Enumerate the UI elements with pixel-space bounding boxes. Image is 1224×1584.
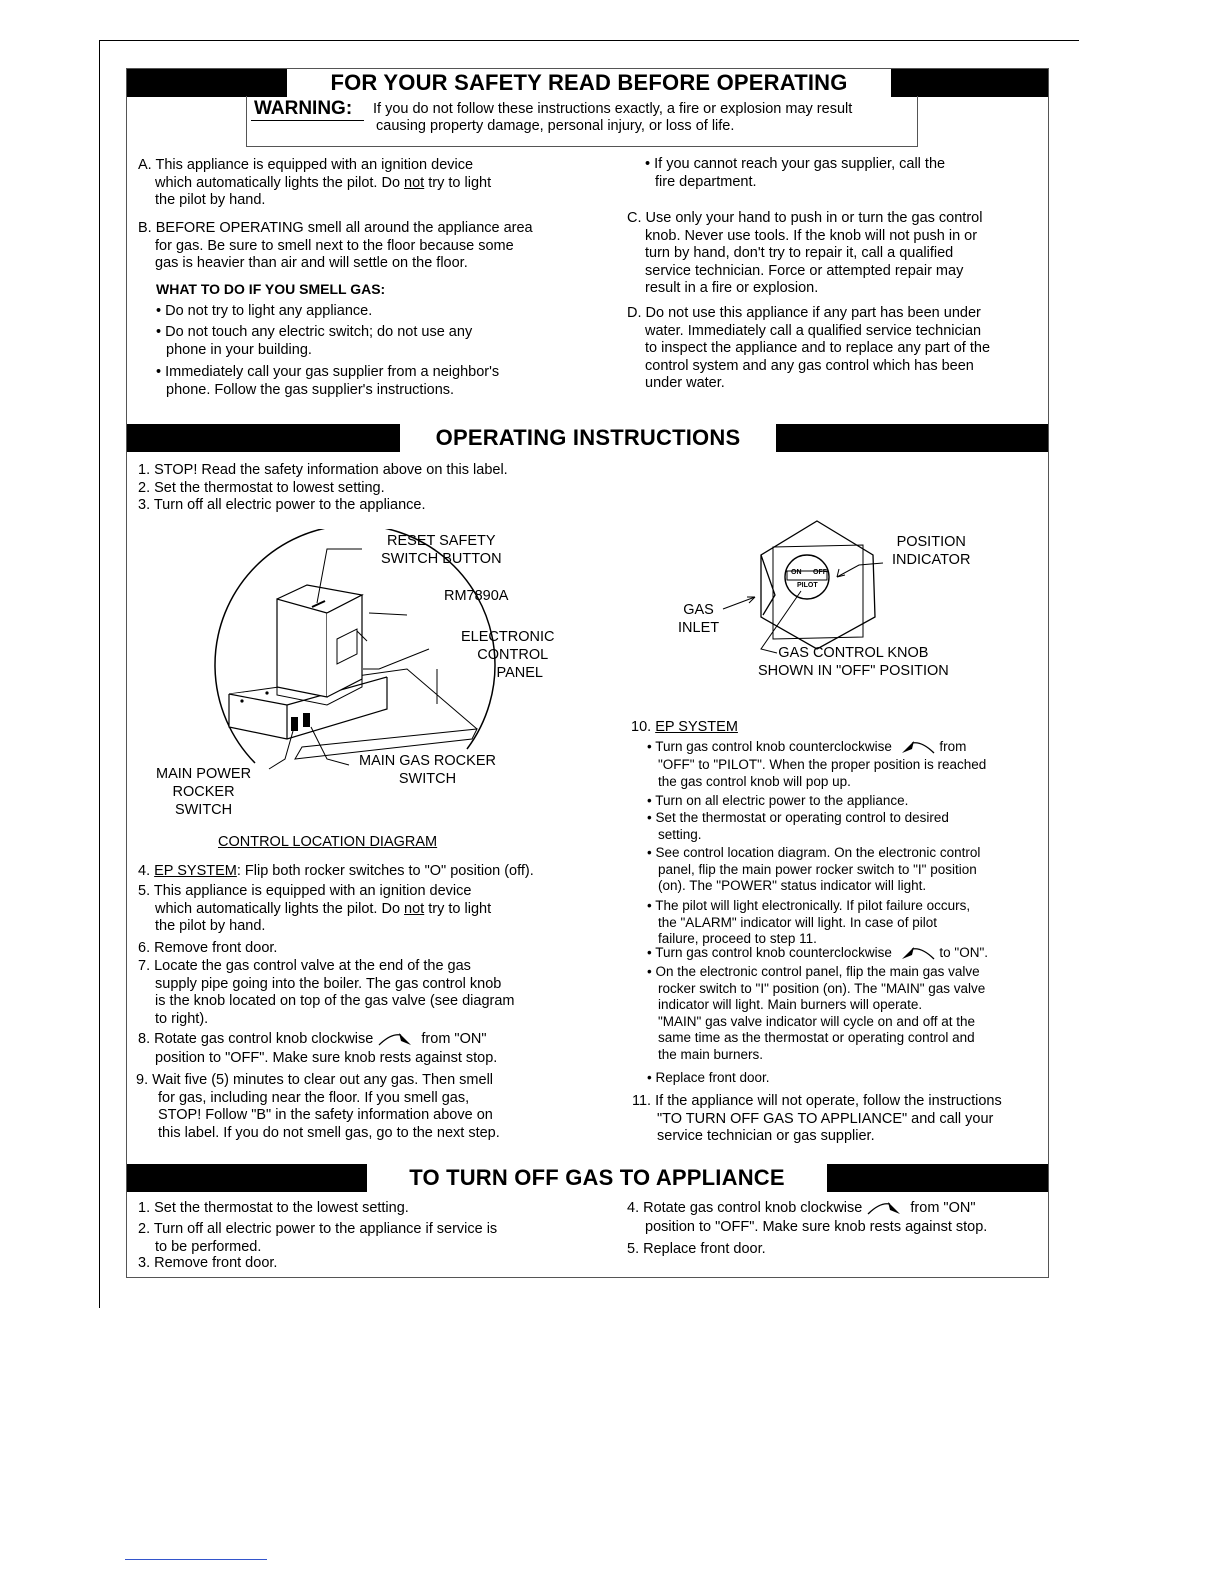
step-10-bullet-8: • Replace front door.	[647, 1070, 770, 1085]
step-5: 5. This appliance is equipped with an ignition device which automatically lights the pilot. Do not try to light the pilot by hand.	[138, 883, 492, 934]
page-top-rule	[99, 40, 1079, 41]
turnoff-step-4-line-2: position to "OFF". Make sure knob rests against stop.	[645, 1219, 988, 1235]
operating-title: OPERATING INSTRUCTIONS	[400, 424, 776, 452]
label-position-indicator: POSITION INDICATOR	[892, 534, 971, 568]
warning-underline	[251, 120, 364, 121]
turnoff-title: TO TURN OFF GAS TO APPLIANCE	[367, 1164, 827, 1192]
label-gas-inlet: GAS INLET	[678, 602, 720, 636]
safety-label	[126, 68, 1049, 1278]
smell-gas-heading: WHAT TO DO IF YOU SMELL GAS:	[156, 281, 386, 297]
turnoff-banner	[127, 1164, 1048, 1192]
operating-steps-1-3: 1. STOP! Read the safety information above on this label. 2. Set the thermostat to lowest setting. 3. Turn off all electric power to the appliance.	[138, 462, 508, 513]
smell-bullet-1: • Do not try to light any appliance.	[156, 303, 373, 319]
label-gas-control-knob: GAS CONTROL KNOB SHOWN IN "OFF" POSITION	[758, 645, 949, 679]
smell-bullet-3: • Immediately call your gas supplier from a neighbor's phone. Follow the gas supplier's instructions.	[156, 364, 500, 398]
label-rm7890a: RM7890A	[444, 588, 509, 604]
operating-banner	[127, 424, 1048, 452]
safety-item-d: D. Do not use this appliance if any part has been under water. Immediately call a qualified service technician to inspect the appliance and to replace any part of the control system and any gas control which has been under water.	[627, 305, 991, 391]
turnoff-step-4-line-1: 4. Rotate gas control knob clockwise from "ON"	[627, 1200, 976, 1216]
smell-bullet-2: • Do not touch any electric switch; do not use any phone in your building.	[156, 324, 473, 358]
step-10-bullet-6: • Turn gas control knob counterclockwise to "ON".	[647, 945, 988, 960]
clockwise-arrow-icon	[377, 1031, 417, 1047]
step-6: 6. Remove front door.	[138, 940, 278, 956]
turnoff-step-5: 5. Replace front door.	[627, 1241, 766, 1257]
knob-on-label: ON	[791, 569, 802, 576]
step-11: 11. If the appliance will not operate, follow the instructions "TO TURN OFF GAS TO APPLIANCE" and call your service technician or gas supplier.	[632, 1093, 1002, 1144]
knob-pilot-label: PILOT	[797, 582, 818, 589]
safety-item-b: B. BEFORE OPERATING smell all around the appliance area for gas. Be sure to smell next to the floor because some gas is heavier than air and will settle on the floor.	[138, 220, 533, 271]
footnote-rule	[125, 1559, 267, 1560]
step-10-bullet-1-rest: "OFF" to "PILOT". When the proper position is reached the gas control knob will pop up.	[658, 757, 987, 789]
step-10-bullet-5: • The pilot will light electronically. If pilot failure occurs, the "ALARM" indicator will light. In case of pilot failure, proceed to step 11.	[647, 898, 971, 946]
warning-text: If you do not follow these instructions exactly, a fire or explosion may result causing property damage, personal injury, or loss of life.	[373, 101, 853, 134]
label-reset-safety: RESET SAFETY SWITCH BUTTON	[381, 533, 502, 567]
counterclockwise-arrow-icon	[896, 739, 936, 755]
clockwise-arrow-icon	[866, 1200, 906, 1216]
knob-off-label: OFF	[813, 569, 827, 576]
label-main-gas-switch: MAIN GAS ROCKER SWITCH	[359, 753, 496, 787]
counterclockwise-arrow-icon	[896, 945, 936, 961]
step-4: 4. EP SYSTEM: Flip both rocker switches to "O" position (off).	[138, 863, 534, 879]
safety-item-c: C. Use only your hand to push in or turn the gas control knob. Never use tools. If the knob will not push in or turn by hand, don't try to repair it, call a qualified service technician. Force or attempted repair may result in a fire or explosion.	[627, 210, 983, 296]
turnoff-step-1: 1. Set the thermostat to the lowest setting.	[138, 1200, 409, 1216]
warning-box	[246, 96, 918, 147]
step-10-bullet-2: • Turn on all electric power to the appliance.	[647, 793, 909, 808]
page-left-rule	[99, 40, 100, 1308]
step-8-line-2: position to "OFF". Make sure knob rests against stop.	[155, 1050, 498, 1066]
step-9: 9. Wait five (5) minutes to clear out any gas. Then smell for gas, including near the floor. If you smell gas, STOP! Follow "B" in the safety information above on this label. If you do not smell gas, go to the next step.	[136, 1072, 500, 1141]
label-electronic-panel: ELECTRONIC CONTROL PANEL	[461, 629, 555, 681]
step-10-bullet-1-line-1: • Turn gas control knob counterclockwise from	[647, 739, 967, 754]
step-10-bullet-4: • See control location diagram. On the electronic control panel, flip the main power rocker switch to "I" position (on). The "POWER" status indicator will light.	[647, 845, 981, 893]
step-8-line-1: 8. Rotate gas control knob clockwise from "ON"	[138, 1031, 487, 1047]
warning-label: WARNING:	[254, 98, 353, 119]
safety-item-a: A. This appliance is equipped with an ignition device which automatically lights the pilot. Do not try to light the pilot by hand.	[138, 157, 492, 208]
step-10-bullet-3: • Set the thermostat or operating control to desired setting.	[647, 810, 949, 842]
step-10-heading: 10. EP SYSTEM	[631, 719, 738, 735]
step-10-bullet-7: • On the electronic control panel, flip the main gas valve rocker switch to "I" position (on). The "MAIN" gas valve indicator will light. Main burners will operate. "MAIN" gas valve indicator will cycle on and off at the same time as the thermostat or operating control and the main burners.	[647, 964, 986, 1062]
turnoff-step-2: 2. Turn off all electric power to the appliance if service is to be performed.	[138, 1221, 498, 1255]
label-main-power-switch: MAIN POWER ROCKER SWITCH	[156, 766, 252, 818]
control-diagram-caption: CONTROL LOCATION DIAGRAM	[218, 834, 438, 850]
safety-right-bullet: • If you cannot reach your gas supplier, call the fire department.	[645, 156, 946, 190]
turnoff-step-3: 3. Remove front door.	[138, 1255, 278, 1271]
safety-title: FOR YOUR SAFETY READ BEFORE OPERATING	[287, 69, 891, 97]
safety-banner	[127, 69, 1048, 97]
step-7: 7. Locate the gas control valve at the end of the gas supply pipe going into the boiler. The gas control knob is the knob located on top of the gas valve (see diagram to right).	[138, 958, 515, 1027]
